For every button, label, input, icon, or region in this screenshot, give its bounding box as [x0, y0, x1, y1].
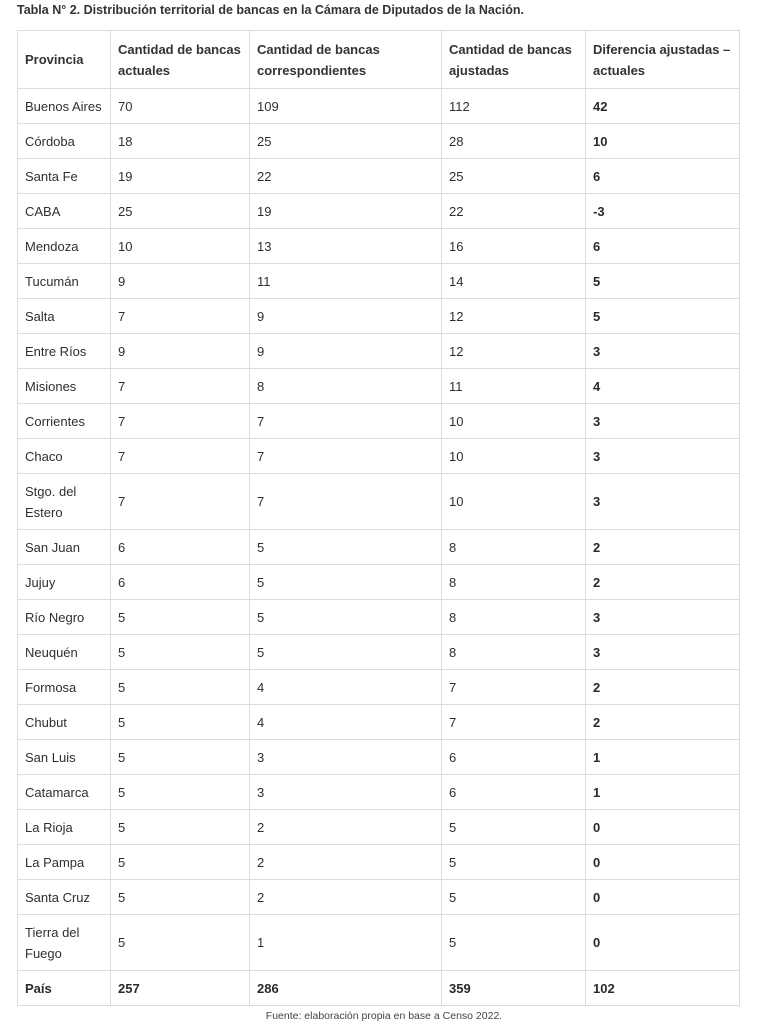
table-row — [18, 845, 740, 880]
cell-actuales: 70 — [111, 89, 250, 124]
cell-correspondientes: 22 — [250, 159, 442, 194]
cell-correspondientes: 5 — [250, 565, 442, 600]
cell-ajustadas: 5 — [442, 810, 586, 845]
cell-ajustadas: 16 — [442, 229, 586, 264]
cell-provincia: San Luis — [18, 740, 111, 775]
table-title: Tabla N° 2. Distribución territorial de bancas en la Cámara de Diputados de la Nación. — [17, 3, 524, 17]
cell-actuales: 7 — [111, 474, 250, 530]
table-header-row — [18, 31, 740, 89]
cell-provincia: Neuquén — [18, 635, 111, 670]
cell-ajustadas: 6 — [442, 740, 586, 775]
cell-provincia: Tucumán — [18, 264, 111, 299]
table-row — [18, 159, 740, 194]
cell-actuales: 7 — [111, 404, 250, 439]
cell-correspondientes: 5 — [250, 600, 442, 635]
cell-diferencia: -3 — [586, 194, 740, 229]
cell-correspondientes: 9 — [250, 299, 442, 334]
cell-actuales: 19 — [111, 159, 250, 194]
cell-actuales: 5 — [111, 635, 250, 670]
cell-provincia: Chaco — [18, 439, 111, 474]
cell-ajustadas: 112 — [442, 89, 586, 124]
table-row — [18, 880, 740, 915]
cell-actuales: 5 — [111, 775, 250, 810]
table-row — [18, 474, 740, 530]
cell-correspondientes: 7 — [250, 404, 442, 439]
table-row — [18, 810, 740, 845]
cell-diferencia: 2 — [586, 705, 740, 740]
cell-diferencia: 0 — [586, 845, 740, 880]
cell-correspondientes: 19 — [250, 194, 442, 229]
cell-actuales: 25 — [111, 194, 250, 229]
cell-correspondientes: 4 — [250, 670, 442, 705]
cell-correspondientes: 11 — [250, 264, 442, 299]
table-row — [18, 705, 740, 740]
total-row — [18, 971, 740, 1006]
cell-provincia: Corrientes — [18, 404, 111, 439]
table-row — [18, 124, 740, 159]
cell-actuales: 18 — [111, 124, 250, 159]
table-row — [18, 194, 740, 229]
cell-correspondientes: 4 — [250, 705, 442, 740]
cell-actuales: 7 — [111, 299, 250, 334]
cell-ajustadas: 5 — [442, 915, 586, 971]
cell-correspondientes: 13 — [250, 229, 442, 264]
cell-correspondientes: 7 — [250, 474, 442, 530]
cell-provincia: La Rioja — [18, 810, 111, 845]
cell-ajustadas: 6 — [442, 775, 586, 810]
cell-provincia: Formosa — [18, 670, 111, 705]
cell-ajustadas: 11 — [442, 369, 586, 404]
cell-actuales: 5 — [111, 810, 250, 845]
seat-distribution-table — [17, 30, 740, 1006]
cell-actuales: 5 — [111, 880, 250, 915]
cell-ajustadas: 14 — [442, 264, 586, 299]
cell-actuales: 6 — [111, 565, 250, 600]
cell-diferencia: 3 — [586, 404, 740, 439]
cell-diferencia: 1 — [586, 740, 740, 775]
table-row — [18, 229, 740, 264]
cell-ajustadas: 7 — [442, 705, 586, 740]
table-row — [18, 334, 740, 369]
cell-diferencia: 3 — [586, 600, 740, 635]
cell-ajustadas: 8 — [442, 600, 586, 635]
cell-provincia: CABA — [18, 194, 111, 229]
cell-correspondientes: 5 — [250, 635, 442, 670]
table-row — [18, 740, 740, 775]
cell-diferencia: 3 — [586, 474, 740, 530]
table-row — [18, 600, 740, 635]
cell-actuales: 9 — [111, 334, 250, 369]
cell-actuales: 9 — [111, 264, 250, 299]
cell-diferencia: 2 — [586, 530, 740, 565]
cell-actuales: 5 — [111, 705, 250, 740]
table-row — [18, 299, 740, 334]
cell-correspondientes: 5 — [250, 530, 442, 565]
header-provincia: Provincia — [18, 31, 111, 89]
table-row — [18, 915, 740, 971]
cell-correspondientes: 3 — [250, 775, 442, 810]
cell-diferencia: 3 — [586, 635, 740, 670]
cell-actuales: 5 — [111, 740, 250, 775]
table-row — [18, 565, 740, 600]
cell-correspondientes: 2 — [250, 810, 442, 845]
cell-provincia: Misiones — [18, 369, 111, 404]
cell-ajustadas: 10 — [442, 474, 586, 530]
cell-diferencia: 5 — [586, 264, 740, 299]
cell-ajustadas: 12 — [442, 334, 586, 369]
table-row — [18, 530, 740, 565]
cell-diferencia: 6 — [586, 229, 740, 264]
cell-provincia: Catamarca — [18, 775, 111, 810]
cell-correspondientes: 7 — [250, 439, 442, 474]
cell-actuales: 5 — [111, 915, 250, 971]
table-row — [18, 635, 740, 670]
cell-provincia: San Juan — [18, 530, 111, 565]
total-actuales: 257 — [111, 971, 250, 1006]
cell-diferencia: 5 — [586, 299, 740, 334]
cell-diferencia: 2 — [586, 670, 740, 705]
cell-ajustadas: 22 — [442, 194, 586, 229]
cell-actuales: 6 — [111, 530, 250, 565]
cell-ajustadas: 8 — [442, 530, 586, 565]
cell-ajustadas: 10 — [442, 404, 586, 439]
table-row — [18, 439, 740, 474]
table-row — [18, 89, 740, 124]
cell-diferencia: 0 — [586, 915, 740, 971]
cell-diferencia: 0 — [586, 880, 740, 915]
cell-provincia: Santa Fe — [18, 159, 111, 194]
table-row — [18, 670, 740, 705]
cell-provincia: Buenos Aires — [18, 89, 111, 124]
cell-provincia: Jujuy — [18, 565, 111, 600]
table-body — [18, 89, 740, 1006]
cell-diferencia: 4 — [586, 369, 740, 404]
cell-actuales: 7 — [111, 439, 250, 474]
cell-diferencia: 6 — [586, 159, 740, 194]
cell-diferencia: 2 — [586, 565, 740, 600]
cell-correspondientes: 2 — [250, 880, 442, 915]
cell-actuales: 5 — [111, 600, 250, 635]
cell-provincia: Mendoza — [18, 229, 111, 264]
cell-provincia: La Pampa — [18, 845, 111, 880]
cell-provincia: Córdoba — [18, 124, 111, 159]
cell-ajustadas: 8 — [442, 565, 586, 600]
cell-provincia: Tierra del Fuego — [18, 915, 111, 971]
cell-diferencia: 3 — [586, 334, 740, 369]
cell-provincia: Santa Cruz — [18, 880, 111, 915]
total-ajustadas: 359 — [442, 971, 586, 1006]
table-row — [18, 369, 740, 404]
total-label: País — [18, 971, 111, 1006]
cell-actuales: 7 — [111, 369, 250, 404]
cell-provincia: Salta — [18, 299, 111, 334]
cell-correspondientes: 3 — [250, 740, 442, 775]
cell-actuales: 5 — [111, 670, 250, 705]
cell-diferencia: 10 — [586, 124, 740, 159]
cell-ajustadas: 5 — [442, 845, 586, 880]
cell-correspondientes: 25 — [250, 124, 442, 159]
cell-provincia: Entre Ríos — [18, 334, 111, 369]
cell-provincia: Chubut — [18, 705, 111, 740]
table-row — [18, 404, 740, 439]
cell-ajustadas: 25 — [442, 159, 586, 194]
cell-ajustadas: 10 — [442, 439, 586, 474]
cell-correspondientes: 1 — [250, 915, 442, 971]
cell-ajustadas: 28 — [442, 124, 586, 159]
cell-diferencia: 0 — [586, 810, 740, 845]
cell-diferencia: 42 — [586, 89, 740, 124]
total-correspondientes: 286 — [250, 971, 442, 1006]
header-bancas-correspondientes: Cantidad de bancas correspondientes — [250, 31, 442, 89]
cell-ajustadas: 12 — [442, 299, 586, 334]
cell-diferencia: 3 — [586, 439, 740, 474]
table-row — [18, 264, 740, 299]
cell-correspondientes: 9 — [250, 334, 442, 369]
cell-provincia: Río Negro — [18, 600, 111, 635]
cell-ajustadas: 7 — [442, 670, 586, 705]
cell-diferencia: 1 — [586, 775, 740, 810]
cell-correspondientes: 2 — [250, 845, 442, 880]
cell-correspondientes: 109 — [250, 89, 442, 124]
total-diferencia: 102 — [586, 971, 740, 1006]
header-diferencia: Diferencia ajustadas – actuales — [586, 31, 740, 89]
cell-provincia: Stgo. del Estero — [18, 474, 111, 530]
cell-actuales: 10 — [111, 229, 250, 264]
cell-correspondientes: 8 — [250, 369, 442, 404]
cell-ajustadas: 5 — [442, 880, 586, 915]
header-bancas-ajustadas: Cantidad de bancas ajustadas — [442, 31, 586, 89]
table-row — [18, 775, 740, 810]
cell-actuales: 5 — [111, 845, 250, 880]
cell-ajustadas: 8 — [442, 635, 586, 670]
header-bancas-actuales: Cantidad de bancas actuales — [111, 31, 250, 89]
source-note: Fuente: elaboración propia en base a Censo 2022. — [265, 1010, 503, 1022]
